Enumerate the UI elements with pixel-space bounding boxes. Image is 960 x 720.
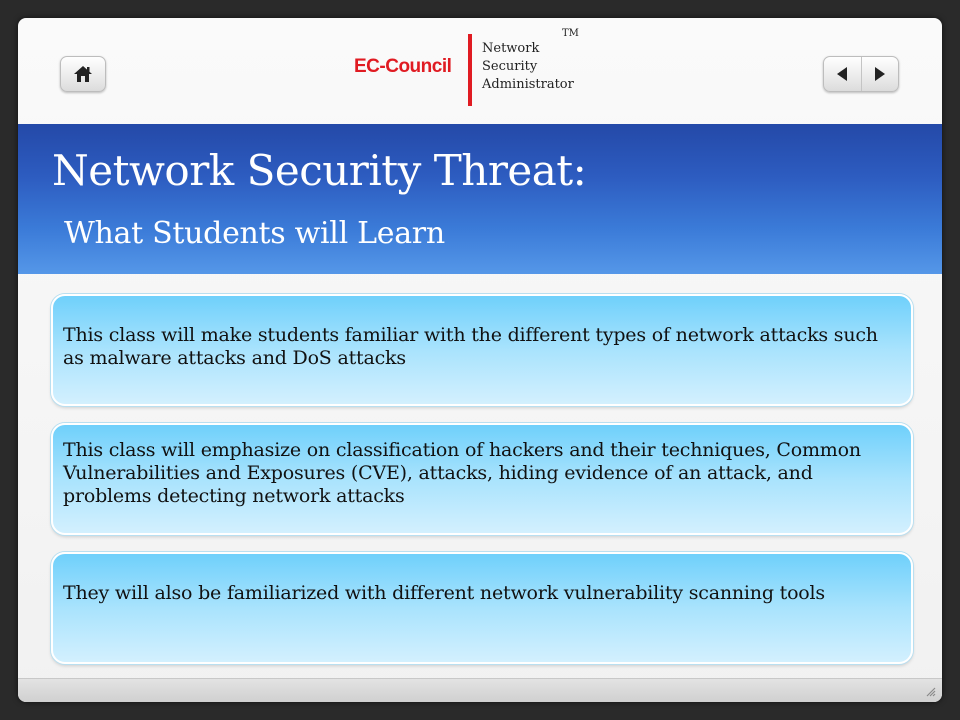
home-icon [72,64,94,84]
content-box-text: This class will make students familiar with the different types of network attacks such as malware attacks and DoS attacks [63,324,878,369]
resize-grip-icon [924,685,936,697]
slide [18,18,942,702]
logo-divider [468,34,472,106]
slide-navigation [823,56,899,92]
slide-title: Network Security Threat: [52,146,587,195]
bottom-strip [18,678,942,702]
logo-line-2: Security [482,59,538,74]
home-button[interactable] [60,56,106,92]
triangle-left-icon [835,66,849,82]
logo-subtitle [482,40,574,94]
logo-line-1: Network [482,41,540,56]
previous-slide-button[interactable] [824,57,861,91]
trademark-mark: TM [562,28,579,39]
content-box-text: This class will emphasize on classification of hackers and their techniques, Common Vulnerabilities and Exposures (CVE), attacks, hiding evidence of an attack, and problems detecting network attacks [63,439,861,507]
brand-logo-text: EC-Council [354,56,452,77]
slide-subtitle: What Students will Learn [64,216,445,251]
content-box [51,552,913,664]
next-slide-button[interactable] [861,57,899,91]
logo-line-3: Administrator [482,77,574,92]
content-box [51,423,913,535]
title-band [18,124,942,274]
content-box [51,294,913,406]
content-box-text: They will also be familiarized with different network vulnerability scanning tools [63,582,825,604]
triangle-right-icon [873,66,887,82]
